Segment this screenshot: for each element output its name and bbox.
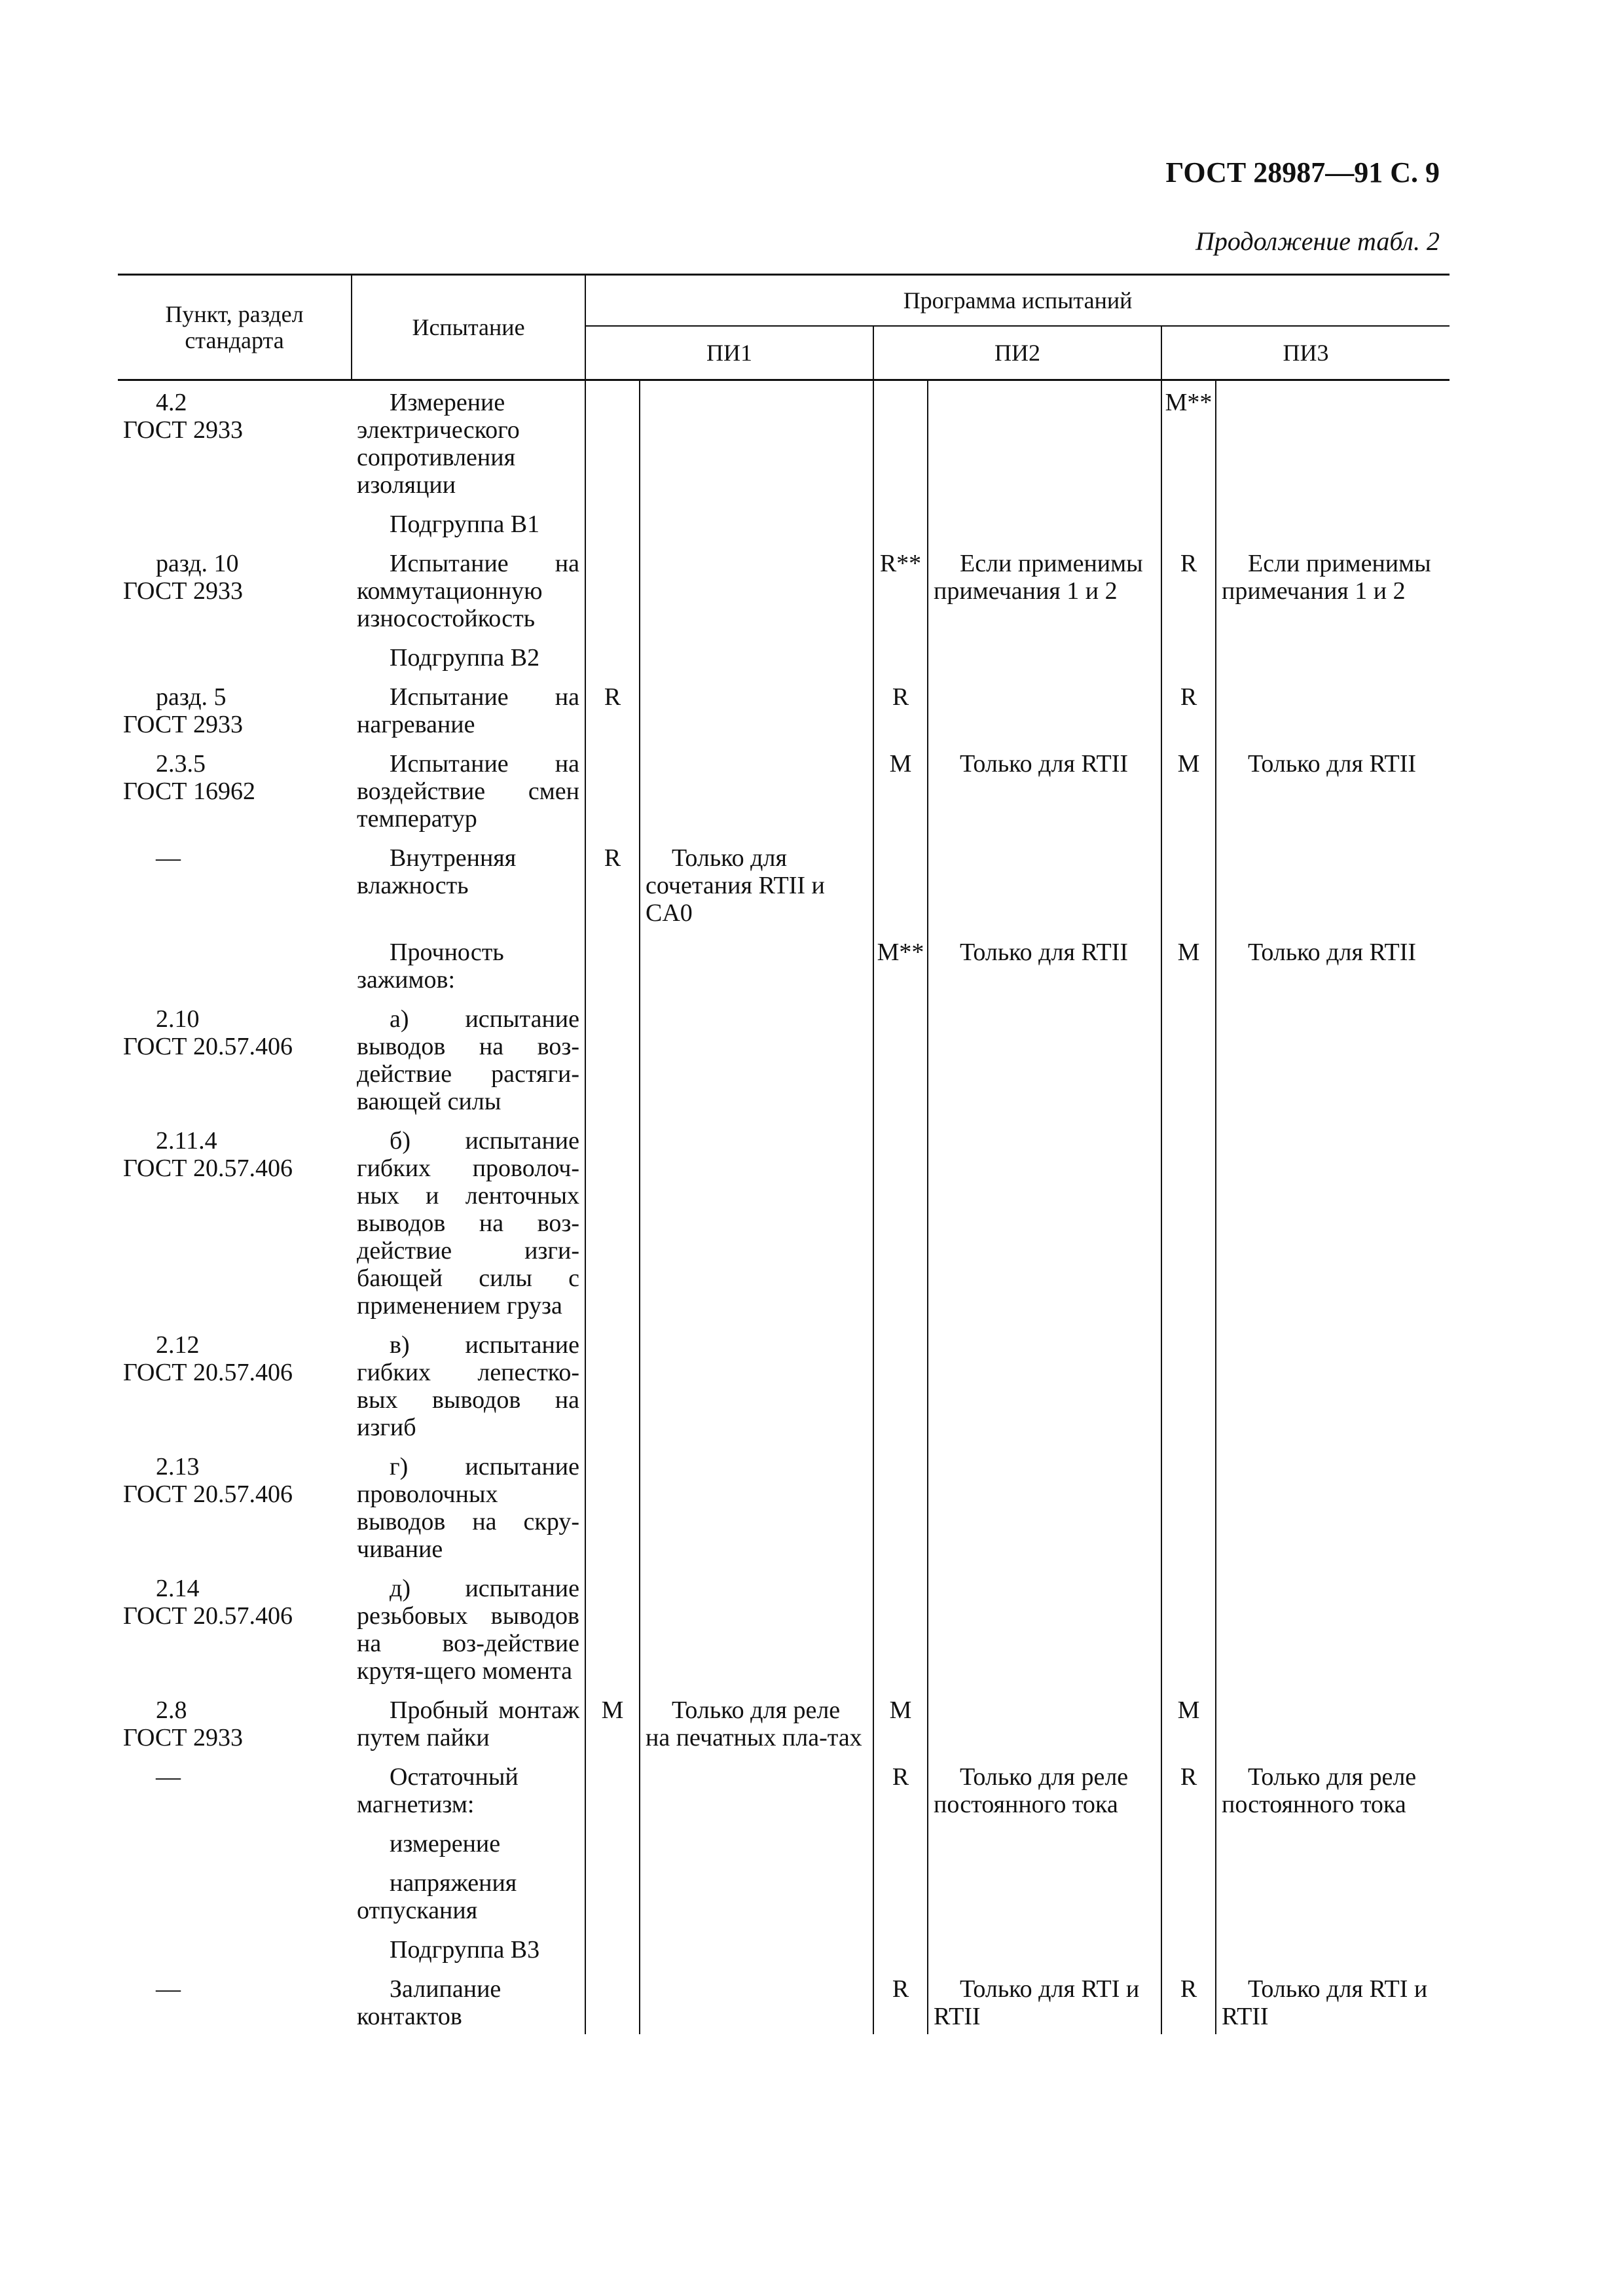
table-body <box>118 380 1450 2035</box>
pi3-note-cell <box>1216 1822 1450 1861</box>
pi3-note-text: Только для RTII <box>1248 939 1417 966</box>
pi2-note-cell <box>928 1861 1161 1928</box>
clause-number: 2.13 <box>156 1453 200 1480</box>
pi3-mark: M <box>1161 931 1216 997</box>
pi1-mark <box>585 542 640 636</box>
pi2-note-cell <box>928 1822 1161 1861</box>
test-name-text: а) испытание выводов на воз-действие растяги-вающей силы <box>357 1005 579 1115</box>
pi2-note <box>928 1567 1161 1689</box>
test-name <box>352 742 585 836</box>
subgroup-row <box>118 1861 1450 1928</box>
test-name <box>352 1689 585 1755</box>
pi3-mark: R <box>1161 1967 1216 2034</box>
pi1-mark: R <box>585 675 640 742</box>
pi2-mark <box>873 997 928 1119</box>
pi3-note <box>1216 836 1450 931</box>
pi1-note <box>640 380 873 503</box>
pi3-note-cell <box>1216 636 1450 675</box>
test-name <box>352 542 585 636</box>
clause-cell <box>118 675 352 742</box>
clause-number: — <box>156 1763 181 1791</box>
pi2-note <box>928 1445 1161 1567</box>
pi2-mark <box>873 1567 928 1689</box>
clause-standard: ГОСТ 20.57.406 <box>123 1602 293 1630</box>
pi3-note <box>1216 997 1450 1119</box>
pi2-mark: R <box>873 1755 928 1822</box>
test-name-text: б) испытание гибких проволоч-ных и ленточных выводов на воз-действие изги-бающей силы с применением груза <box>357 1127 579 1319</box>
clause-standard: ГОСТ 16962 <box>123 778 255 805</box>
clause-standard: ГОСТ 2933 <box>123 711 243 738</box>
pi1-note <box>640 997 873 1119</box>
pi2-mark: M** <box>873 931 928 997</box>
clause-number: 2.8 <box>156 1696 187 1724</box>
pi3-mark-cell <box>1161 1861 1216 1928</box>
test-name <box>352 931 585 997</box>
pi1-mark: R <box>585 836 640 931</box>
pi3-note-cell <box>1216 1928 1450 1967</box>
pi1-mark <box>585 1755 640 1822</box>
subgroup-label-text: Подгруппа B1 <box>390 511 540 538</box>
pi1-note-cell <box>640 636 873 675</box>
table-row <box>118 836 1450 931</box>
pi3-note-text: Если применимы примечания 1 и 2 <box>1222 550 1431 605</box>
pi1-mark: M <box>585 1689 640 1755</box>
test-name-text: Остаточный магнетизм: <box>357 1763 519 1818</box>
pi2-note-cell <box>928 636 1161 675</box>
col-header-pi2: ПИ2 <box>873 326 1161 380</box>
table-row <box>118 675 1450 742</box>
subgroup-row <box>118 1822 1450 1861</box>
clause-cell <box>118 1567 352 1689</box>
clause-cell <box>118 1928 352 1967</box>
pi3-mark <box>1161 1445 1216 1567</box>
clause-cell <box>118 1323 352 1445</box>
pi1-mark <box>585 931 640 997</box>
pi2-mark: R <box>873 675 928 742</box>
pi1-note-cell <box>640 503 873 542</box>
pi1-mark <box>585 1323 640 1445</box>
col-header-program: Программа испытаний <box>585 275 1450 327</box>
pi3-mark: R <box>1161 675 1216 742</box>
pi2-note-text: Только для RTII <box>960 939 1129 966</box>
subgroup-label-text: напряжения отпускания <box>357 1869 517 1924</box>
pi1-mark-cell <box>585 1928 640 1967</box>
clause-standard: ГОСТ 20.57.406 <box>123 1480 293 1508</box>
pi2-note <box>928 997 1161 1119</box>
col-header-pi3: ПИ3 <box>1161 326 1450 380</box>
pi1-mark <box>585 1967 640 2034</box>
clause-cell <box>118 1689 352 1755</box>
pi1-mark <box>585 1445 640 1567</box>
pi3-mark-cell <box>1161 503 1216 542</box>
table-row <box>118 1689 1450 1755</box>
pi1-note-text: Только для реле на печатных пла-тах <box>646 1696 862 1751</box>
pi3-mark <box>1161 836 1216 931</box>
pi3-mark: M** <box>1161 380 1216 503</box>
pi1-mark <box>585 742 640 836</box>
pi1-note <box>640 1967 873 2034</box>
pi1-mark-cell <box>585 636 640 675</box>
pi2-mark: R** <box>873 542 928 636</box>
pi2-note <box>928 1323 1161 1445</box>
pi2-mark-cell <box>873 1822 928 1861</box>
test-name-text: Испытание на коммутационную износостойкость <box>357 550 579 632</box>
pi3-mark-cell <box>1161 1822 1216 1861</box>
pi2-note <box>928 931 1161 997</box>
clause-standard: ГОСТ 20.57.406 <box>123 1033 293 1060</box>
pi2-note-cell <box>928 503 1161 542</box>
test-name <box>352 675 585 742</box>
clause-cell <box>118 997 352 1119</box>
pi3-mark <box>1161 1119 1216 1323</box>
pi2-note-text: Только для RTII <box>960 750 1129 778</box>
pi2-mark-cell <box>873 636 928 675</box>
clause-cell <box>118 380 352 503</box>
pi3-mark-cell <box>1161 636 1216 675</box>
test-name-text: г) испытание проволочных выводов на скру-чивание <box>357 1453 579 1563</box>
clause-standard: ГОСТ 2933 <box>123 416 243 444</box>
test-name-text: Залипание контактов <box>357 1975 501 2030</box>
pi3-mark-cell <box>1161 1928 1216 1967</box>
clause-cell <box>118 836 352 931</box>
table-row <box>118 1567 1450 1689</box>
clause-number: 2.14 <box>156 1575 200 1602</box>
test-name <box>352 1755 585 1822</box>
pi2-mark: M <box>873 742 928 836</box>
clause-cell <box>118 742 352 836</box>
clause-number: 2.11.4 <box>156 1127 217 1155</box>
test-name-text: д) испытание резьбовых выводов на воз-действие крутя-щего момента <box>357 1575 579 1685</box>
pi2-mark: M <box>873 1689 928 1755</box>
clause-cell <box>118 636 352 675</box>
table-continuation-label: Продолжение табл. 2 <box>1195 226 1440 256</box>
pi3-mark: R <box>1161 1755 1216 1822</box>
test-name <box>352 1323 585 1445</box>
pi2-mark <box>873 1323 928 1445</box>
subgroup-label <box>352 1928 585 1967</box>
pi3-mark: M <box>1161 1689 1216 1755</box>
pi1-mark <box>585 997 640 1119</box>
clause-number: — <box>156 1975 181 2003</box>
pi1-note <box>640 1567 873 1689</box>
pi1-note-text: Только для сочетания RTII и CA0 <box>646 844 825 927</box>
pi1-note-cell <box>640 1861 873 1928</box>
pi1-note <box>640 836 873 931</box>
pi3-note <box>1216 1119 1450 1323</box>
subgroup-row <box>118 636 1450 675</box>
pi1-note <box>640 1689 873 1755</box>
pi1-mark-cell <box>585 503 640 542</box>
pi1-note <box>640 931 873 997</box>
pi3-note <box>1216 1689 1450 1755</box>
table-row <box>118 931 1450 997</box>
subgroup-label-text: измерение <box>390 1830 501 1857</box>
clause-standard: ГОСТ 2933 <box>123 1724 243 1751</box>
clause-number: — <box>156 844 181 872</box>
col-header-test: Испытание <box>352 275 585 380</box>
clause-cell <box>118 503 352 542</box>
clause-cell <box>118 1822 352 1861</box>
pi2-note <box>928 542 1161 636</box>
clause-cell <box>118 1445 352 1567</box>
clause-number: разд. 10 <box>156 550 239 577</box>
pi2-note-text: Только для реле постоянного тока <box>934 1763 1129 1818</box>
clause-number: 2.3.5 <box>156 750 206 778</box>
pi1-mark <box>585 380 640 503</box>
test-program-table <box>118 274 1450 2034</box>
subgroup-label <box>352 1822 585 1861</box>
pi2-note-text: Если применимы примечания 1 и 2 <box>934 550 1143 605</box>
col-header-clause: Пункт, раздел стандарта <box>118 275 352 380</box>
pi3-note-text: Только для реле постоянного тока <box>1222 1763 1417 1818</box>
table-row <box>118 1323 1450 1445</box>
pi1-note <box>640 1445 873 1567</box>
pi3-note <box>1216 1967 1450 2034</box>
test-name <box>352 1445 585 1567</box>
clause-cell <box>118 1119 352 1323</box>
pi2-note-text: Только для RTI и RTII <box>934 1975 1140 2030</box>
pi3-mark <box>1161 1567 1216 1689</box>
page-header-standard: ГОСТ 28987—91 С. 9 <box>1165 156 1440 188</box>
subgroup-label <box>352 1861 585 1928</box>
pi2-note <box>928 742 1161 836</box>
pi3-note <box>1216 742 1450 836</box>
table-row <box>118 1755 1450 1822</box>
pi1-note <box>640 542 873 636</box>
test-name <box>352 380 585 503</box>
test-name-text: Прочность зажимов: <box>357 939 504 994</box>
pi2-mark <box>873 1445 928 1567</box>
clause-standard: ГОСТ 2933 <box>123 577 243 605</box>
pi1-mark-cell <box>585 1861 640 1928</box>
pi3-mark: M <box>1161 742 1216 836</box>
pi2-note <box>928 1689 1161 1755</box>
clause-number: 4.2 <box>156 389 187 416</box>
pi3-note-text: Только для RTI и RTII <box>1222 1975 1428 2030</box>
pi2-mark-cell <box>873 1928 928 1967</box>
clause-cell <box>118 931 352 997</box>
pi3-note-text: Только для RTII <box>1248 750 1417 778</box>
pi3-note <box>1216 1323 1450 1445</box>
pi2-note <box>928 836 1161 931</box>
pi3-note-cell <box>1216 1861 1450 1928</box>
clause-cell <box>118 1755 352 1822</box>
pi2-note <box>928 1119 1161 1323</box>
test-name <box>352 1967 585 2034</box>
pi3-note <box>1216 675 1450 742</box>
subgroup-row <box>118 503 1450 542</box>
pi2-note <box>928 1967 1161 2034</box>
pi1-note <box>640 1119 873 1323</box>
test-name-text: Испытание на воздействие смен температур <box>357 750 579 833</box>
clause-standard: ГОСТ 20.57.406 <box>123 1155 293 1182</box>
pi2-mark <box>873 1119 928 1323</box>
test-name-text: Пробный монтаж путем пайки <box>357 1696 579 1751</box>
pi1-mark-cell <box>585 1822 640 1861</box>
pi3-note <box>1216 1445 1450 1567</box>
test-name-text: Измерение электрического сопротивления изоляции <box>357 389 520 499</box>
pi3-note <box>1216 542 1450 636</box>
pi1-mark <box>585 1567 640 1689</box>
pi2-note <box>928 675 1161 742</box>
table-header <box>118 275 1450 380</box>
pi1-note <box>640 1755 873 1822</box>
pi1-note <box>640 1323 873 1445</box>
subgroup-label-text: Подгруппа B2 <box>390 644 540 672</box>
subgroup-label <box>352 636 585 675</box>
pi1-note <box>640 675 873 742</box>
pi1-note-cell <box>640 1822 873 1861</box>
table-row <box>118 380 1450 503</box>
pi3-mark: R <box>1161 542 1216 636</box>
pi2-mark-cell <box>873 1861 928 1928</box>
test-name-text: Испытание на нагревание <box>357 683 579 738</box>
pi2-mark <box>873 836 928 931</box>
pi3-note-cell <box>1216 503 1450 542</box>
pi2-note-cell <box>928 1928 1161 1967</box>
test-name <box>352 1119 585 1323</box>
pi1-note <box>640 742 873 836</box>
subgroup-row <box>118 1928 1450 1967</box>
pi3-mark <box>1161 1323 1216 1445</box>
clause-cell <box>118 1861 352 1928</box>
test-name-text: Внутренняя влажность <box>357 844 517 899</box>
pi2-mark-cell <box>873 503 928 542</box>
clause-cell <box>118 1967 352 2034</box>
test-name <box>352 997 585 1119</box>
test-name <box>352 1567 585 1689</box>
table-row <box>118 1119 1450 1323</box>
subgroup-label-text: Подгруппа B3 <box>390 1936 540 1964</box>
pi1-mark <box>585 1119 640 1323</box>
table-row <box>118 1967 1450 2034</box>
pi2-mark: R <box>873 1967 928 2034</box>
pi2-note <box>928 1755 1161 1822</box>
test-name-text: в) испытание гибких лепестко-вых выводов на изгиб <box>357 1331 579 1441</box>
pi1-note-cell <box>640 1928 873 1967</box>
table-row <box>118 542 1450 636</box>
clause-number: 2.12 <box>156 1331 200 1359</box>
pi3-note <box>1216 1755 1450 1822</box>
pi3-mark <box>1161 997 1216 1119</box>
table-row <box>118 997 1450 1119</box>
test-name <box>352 836 585 931</box>
table-row <box>118 1445 1450 1567</box>
subgroup-label <box>352 503 585 542</box>
pi3-note <box>1216 380 1450 503</box>
pi3-note <box>1216 931 1450 997</box>
clause-number: 2.10 <box>156 1005 200 1033</box>
col-header-pi1: ПИ1 <box>585 326 873 380</box>
pi2-note <box>928 380 1161 503</box>
pi2-mark <box>873 380 928 503</box>
table-row <box>118 742 1450 836</box>
clause-standard: ГОСТ 20.57.406 <box>123 1359 293 1386</box>
pi3-note <box>1216 1567 1450 1689</box>
clause-cell <box>118 542 352 636</box>
clause-number: разд. 5 <box>156 683 227 711</box>
